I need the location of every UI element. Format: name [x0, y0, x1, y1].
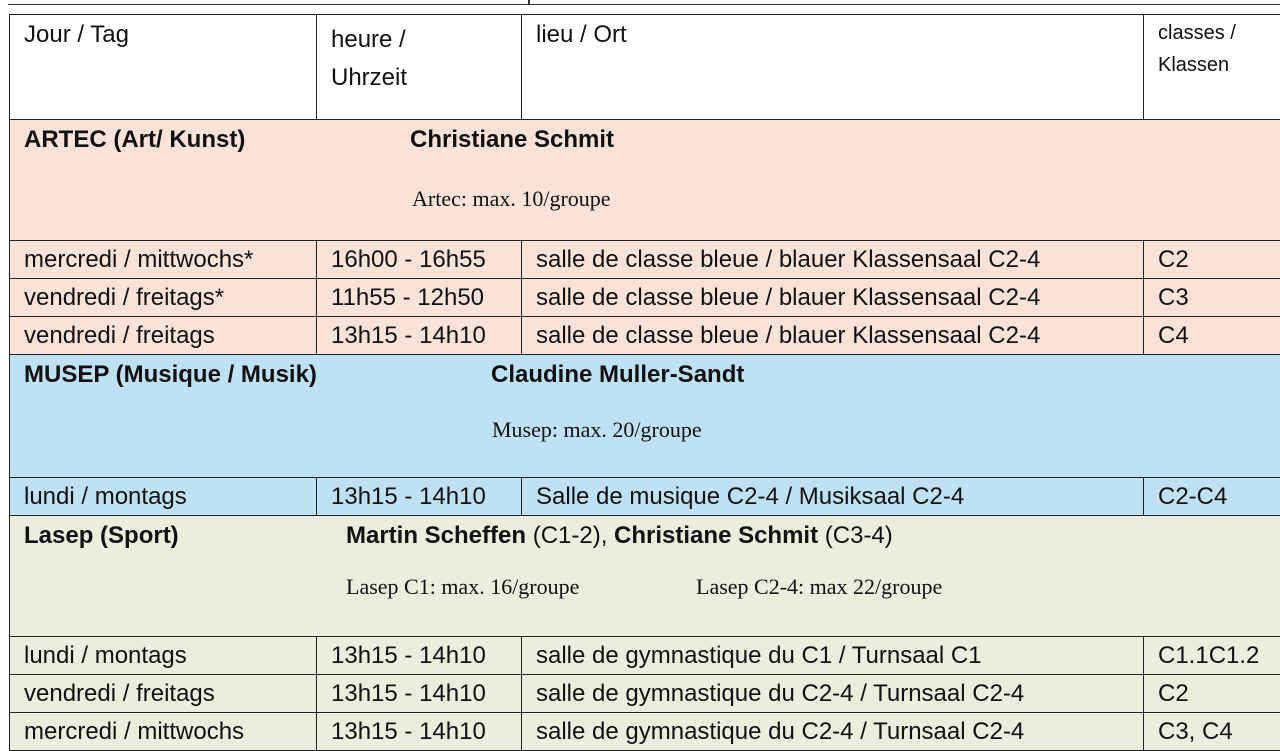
cell-place: salle de gymnastique du C2-4 / Turnsaal C2-4: [522, 713, 1144, 751]
section-artec: [10, 120, 1280, 241]
cell-place: salle de gymnastique du C2-4 / Turnsaal C2-4: [522, 675, 1144, 713]
table-row: [10, 241, 1280, 279]
teacher-lasep-2-classes: (C3-4): [825, 522, 893, 549]
teacher-artec: Christiane Schmit: [410, 126, 614, 154]
cell-classes: C2-C4: [1144, 478, 1280, 516]
cell-classes: C2: [1144, 241, 1280, 279]
header-day: Jour / Tag: [10, 15, 317, 120]
cell-time: 13h15 - 14h10: [317, 675, 522, 713]
cell-place: salle de classe bleue / blauer Klassensaal C2-4: [522, 317, 1144, 355]
cell-day: mercredi / mittwochs*: [10, 241, 317, 279]
table-row: [10, 637, 1280, 675]
cell-day: vendredi / freitags*: [10, 279, 317, 317]
schedule-table: [9, 14, 1280, 751]
cell-classes: C3: [1144, 279, 1280, 317]
section-title-lasep: Lasep (Sport): [24, 522, 179, 550]
note-musep: Musep: max. 20/groupe: [492, 417, 702, 443]
cell-place: Salle de musique C2-4 / Musiksaal C2-4: [522, 478, 1144, 516]
header-classes: classes / Klassen: [1144, 15, 1280, 120]
table-row: [10, 478, 1280, 516]
table-row: [10, 279, 1280, 317]
cell-classes: C4: [1144, 317, 1280, 355]
section-title-artec: ARTEC (Art/ Kunst): [24, 126, 245, 154]
cell-place: salle de gymnastique du C1 / Turnsaal C1: [522, 637, 1144, 675]
header-time: heure / Uhrzeit: [317, 15, 522, 120]
cell-time: 13h15 - 14h10: [317, 317, 522, 355]
section-lasep: [10, 516, 1280, 637]
cell-day: vendredi / freitags: [10, 317, 317, 355]
table-row: [10, 713, 1280, 751]
cell-time: 16h00 - 16h55: [317, 241, 522, 279]
teacher-lasep-2: Christiane Schmit: [614, 522, 818, 549]
header-row: [10, 15, 1280, 120]
header-place: lieu / Ort: [522, 15, 1144, 120]
note-lasep-2: Lasep C2-4: max 22/groupe: [696, 574, 942, 600]
cell-classes: C3, C4: [1144, 713, 1280, 751]
cell-place: salle de classe bleue / blauer Klassensaal C2-4: [522, 279, 1144, 317]
cell-day: vendredi / freitags: [10, 675, 317, 713]
cell-classes: C2: [1144, 675, 1280, 713]
teacher-lasep-1: Martin Scheffen: [346, 522, 526, 549]
teachers-lasep: [346, 522, 893, 550]
cell-day: lundi / montags: [10, 637, 317, 675]
cell-time: 13h15 - 14h10: [317, 478, 522, 516]
cell-time: 13h15 - 14h10: [317, 713, 522, 751]
cell-day: lundi / montags: [10, 478, 317, 516]
teacher-musep: Claudine Muller-Sandt: [491, 361, 744, 389]
cell-day: mercredi / mittwochs: [10, 713, 317, 751]
section-title-musep: MUSEP (Musique / Musik): [24, 361, 317, 389]
cell-time: 13h15 - 14h10: [317, 637, 522, 675]
note-lasep-1: Lasep C1: max. 16/groupe: [346, 574, 579, 600]
cell-place: salle de classe bleue / blauer Klassensaal C2-4: [522, 241, 1144, 279]
section-musep: [10, 355, 1280, 478]
teacher-lasep-1-classes: (C1-2),: [533, 522, 608, 549]
cell-time: 11h55 - 12h50: [317, 279, 522, 317]
cell-classes: C1.1C1.2: [1144, 637, 1280, 675]
note-artec: Artec: max. 10/groupe: [412, 186, 611, 212]
table-row: [10, 317, 1280, 355]
table-row: [10, 675, 1280, 713]
previous-table-border: [8, 0, 1280, 5]
